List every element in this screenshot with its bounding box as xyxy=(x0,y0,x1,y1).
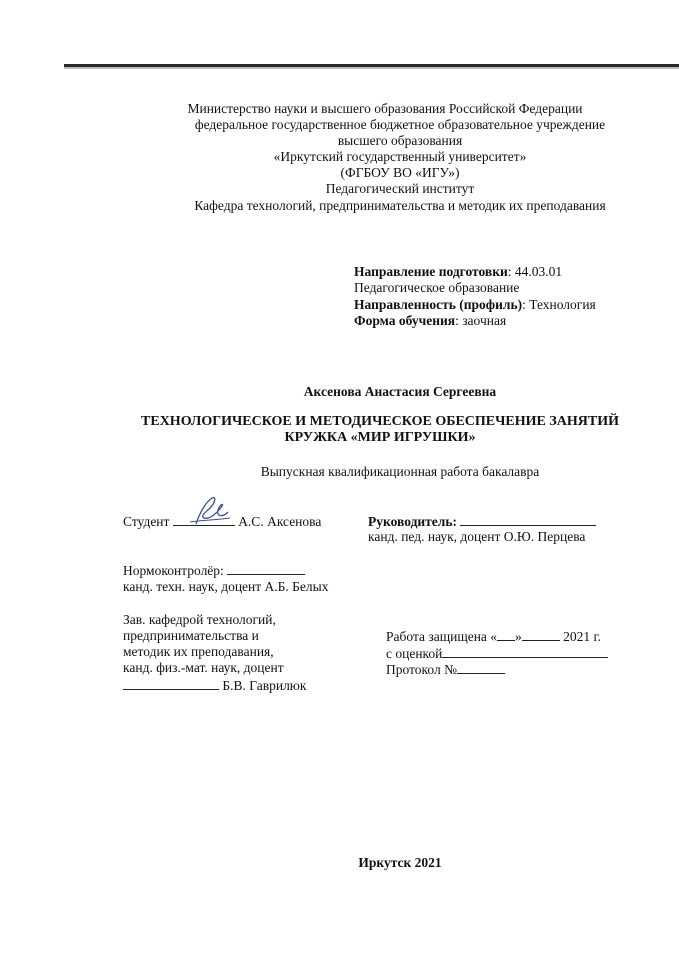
supervisor-label: Руководитель: xyxy=(368,514,458,529)
work-type: Выпускная квалификационная работа бакалавра xyxy=(260,464,540,479)
supervisor-details: канд. пед. наук, доцент О.Ю. Перцева xyxy=(368,529,586,544)
direction-row xyxy=(354,264,562,280)
defense-date-row xyxy=(386,628,601,645)
author-name: Аксенова Анастасия Сергеевна xyxy=(303,384,497,399)
student-signature xyxy=(186,494,234,530)
head-sign-row xyxy=(123,677,306,694)
institute-line: Педагогический институт xyxy=(325,181,475,196)
supervisor-row xyxy=(368,513,596,530)
defense-grade-line xyxy=(442,645,608,658)
form-label: Форма обучения xyxy=(354,313,456,328)
form-row xyxy=(354,313,506,329)
defense-date-quote: » xyxy=(515,629,522,644)
normcontrol-label: Нормоконтролёр: xyxy=(123,563,224,578)
head-line-3: методик их преподавания, xyxy=(123,644,274,659)
defense-grade-label: с оценкой xyxy=(386,646,443,661)
institution-type-line: федеральное государственное бюджетное образовательное учреждение xyxy=(194,117,606,132)
head-line-2: предпринимательства и xyxy=(123,628,259,643)
head-signature-line xyxy=(123,677,219,690)
direction-value: : 44.03.01 xyxy=(507,264,563,279)
defense-protocol-label: Протокол № xyxy=(386,662,457,677)
defense-year: 2021 г. xyxy=(563,629,601,644)
defense-date-prefix: Работа защищена « xyxy=(386,629,498,644)
head-line-1: Зав. кафедрой технологий, xyxy=(123,612,276,627)
head-name: Б.В. Гаврилюк xyxy=(222,678,307,693)
thesis-title-line-2: КРУЖКА «МИР ИГРУШКИ» xyxy=(284,430,476,445)
head-line-4: канд. физ.-мат. наук, доцент xyxy=(123,660,284,675)
ministry-line: Министерство науки и высшего образования Российской Федерации xyxy=(187,101,583,116)
defense-day-line xyxy=(497,628,515,641)
defense-protocol-row xyxy=(386,661,505,678)
page-top-border-shadow xyxy=(64,67,679,69)
form-value: : заочная xyxy=(455,313,507,328)
student-name: А.С. Аксенова xyxy=(238,514,322,529)
direction-value-2: Педагогическое образование xyxy=(354,280,520,295)
education-level-line: высшего образования xyxy=(337,133,463,148)
thesis-title-line-1: ТЕХНОЛОГИЧЕСКОЕ И МЕТОДИЧЕСКОЕ ОБЕСПЕЧЕНИЕ ЗАНЯТИЙ xyxy=(141,414,619,429)
normcontrol-details: канд. техн. наук, доцент А.Б. Белых xyxy=(123,579,329,594)
department-line: Кафедра технологий, предпринимательства и методик их преподавания xyxy=(194,198,606,213)
profile-value: : Технология xyxy=(522,297,596,312)
defense-month-line xyxy=(522,628,560,641)
university-abbr-line: (ФГБОУ ВО «ИГУ») xyxy=(340,165,460,180)
normcontrol-signature-line xyxy=(227,562,305,575)
profile-row xyxy=(354,297,596,313)
normcontrol-row xyxy=(123,562,305,579)
student-label: Студент xyxy=(123,514,170,529)
defense-protocol-line xyxy=(457,661,505,674)
defense-grade-row xyxy=(386,645,608,662)
city-year: Иркутск 2021 xyxy=(358,855,442,870)
supervisor-signature-line xyxy=(460,513,596,526)
direction-label: Направление подготовки xyxy=(354,264,508,279)
university-name-line: «Иркутский государственный университет» xyxy=(273,149,527,164)
profile-label: Направленность (профиль) xyxy=(354,297,523,312)
